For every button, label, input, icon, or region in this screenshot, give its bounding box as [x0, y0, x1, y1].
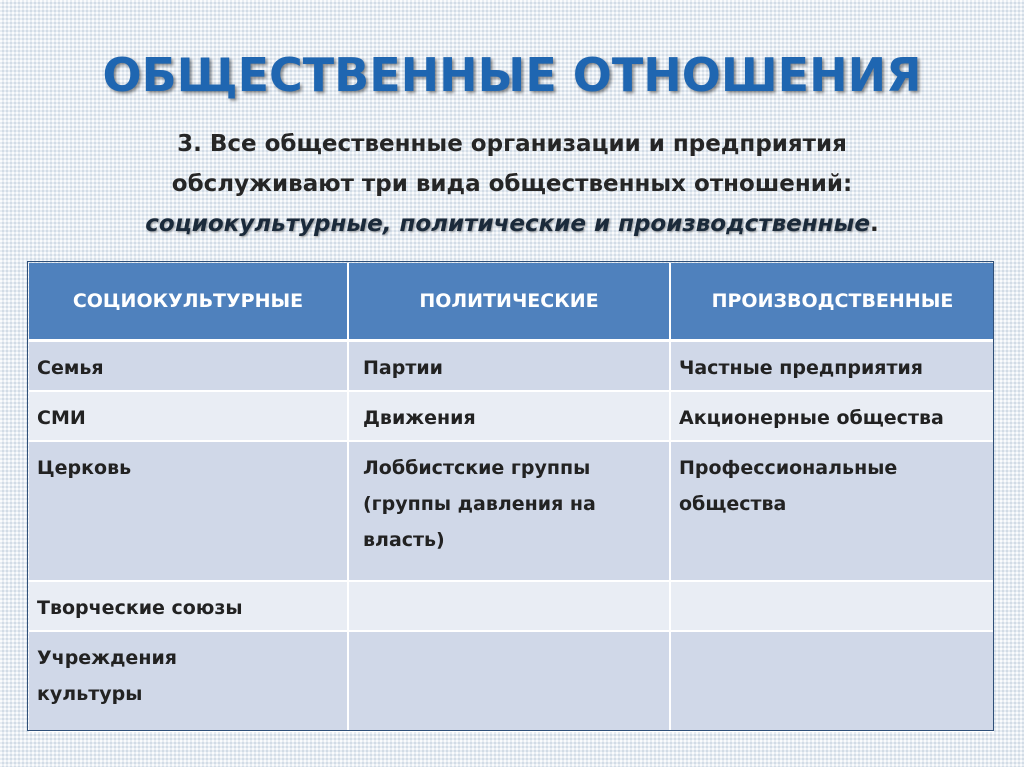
table-row: [29, 341, 994, 391]
table-row: [29, 391, 994, 441]
header-political: ПОЛИТИЧЕСКИЕ: [348, 263, 670, 341]
subtitle-period: .: [869, 211, 879, 237]
subtitle-line-2: обслуживают три вида общественных отношений:: [171, 171, 853, 197]
table-cell: [670, 581, 994, 631]
table-cell: [348, 581, 670, 631]
slide-title: ОБЩЕСТВЕННЫЕ ОТНОШЕНИЯ: [102, 48, 922, 102]
table-cell: Творческие союзы: [29, 581, 348, 631]
subtitle-line-1: 3. Все общественные организации и предприятия: [177, 131, 847, 157]
relations-table: [29, 263, 994, 732]
table-row: [29, 581, 994, 631]
table-cell: СМИ: [29, 391, 348, 441]
table-cell: Семья: [29, 341, 348, 391]
header-production: ПРОИЗВОДСТВЕННЫЕ: [670, 263, 994, 341]
table-cell: Церковь: [29, 441, 348, 581]
subtitle-line-3: [70, 204, 954, 244]
table-cell: Акционерные общества: [670, 391, 994, 441]
table-cell: [670, 631, 994, 731]
table-cell: Профессиональные общества: [670, 441, 994, 581]
table-cell: Учреждения культуры: [29, 631, 348, 731]
subtitle-emphasis: социокультурные, политические и производственные: [145, 211, 870, 237]
slide-subtitle: [70, 124, 954, 244]
table-cell: Частные предприятия: [670, 341, 994, 391]
table-header-row: [29, 263, 994, 341]
table-cell: Движения: [348, 391, 670, 441]
table-row: [29, 441, 994, 581]
table-row: [29, 631, 994, 731]
table-cell: Партии: [348, 341, 670, 391]
table-cell: [348, 631, 670, 731]
table-cell: Лоббистские группы (группы давления на власть): [348, 441, 670, 581]
header-sociocultural: СОЦИОКУЛЬТУРНЫЕ: [29, 263, 348, 341]
